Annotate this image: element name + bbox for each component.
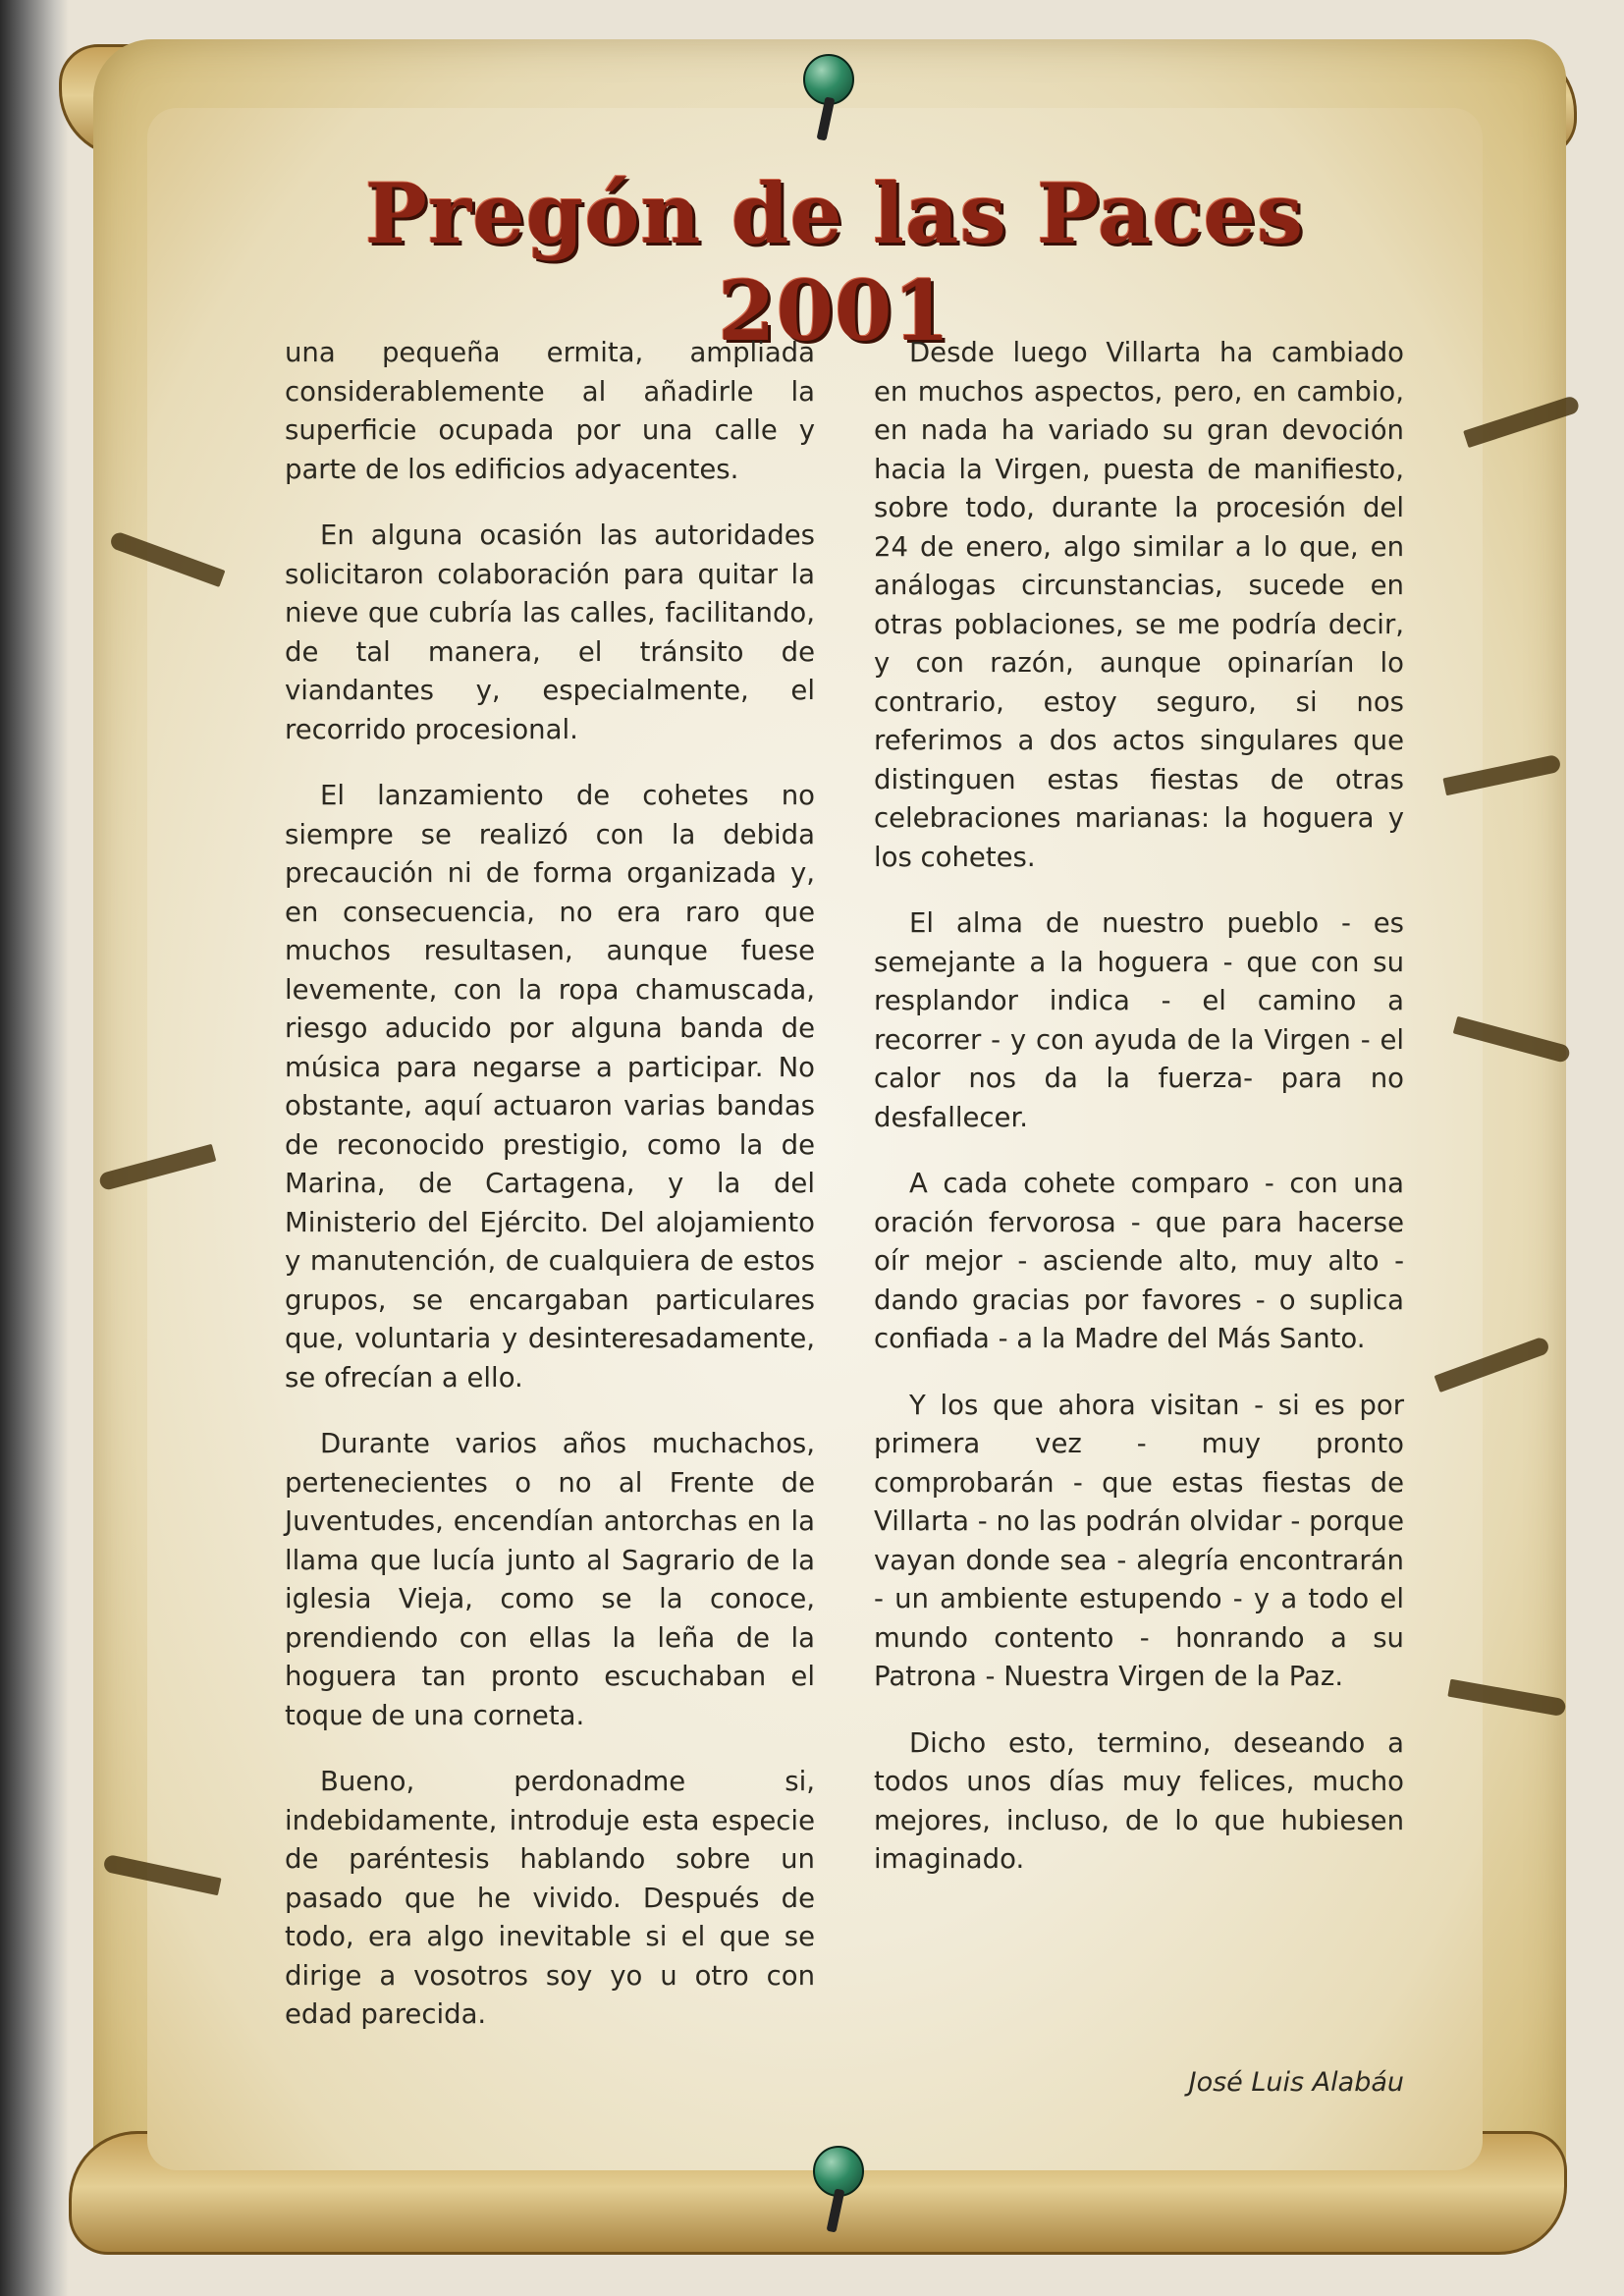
paragraph: una pequeña ermita, ampliada considerablemente al añadirle la superficie ocupada por una calle y parte de los edificios adyacentes. <box>285 337 815 485</box>
binding-shadow <box>0 0 69 2296</box>
paragraph: A cada cohete comparo - con una oración fervorosa - que para hacerse oír mejor - asciende alto, muy alto - dando gracias por favores - o suplica confiada - a la Madre del Más Santo. <box>874 1168 1404 1354</box>
author-signature: José Luis Alabáu <box>1188 2067 1404 2098</box>
top-pin-icon <box>795 54 858 152</box>
paragraph: Durante varios años muchachos, pertenecientes o no al Frente de Juventudes, encendían antorchas en la llama que lucía junto al Sagrario de la iglesia Vieja, como se la conoce, prendiendo con ellas la leña de la hoguera tan pronto escuchaban el toque de una corneta. <box>285 1428 815 1731</box>
paragraph: Desde luego Villarta ha cambiado en muchos aspectos, pero, en cambio, en nada ha variado su gran devoción hacia la Virgen, puesta de manifiesto, sobre todo, durante la procesión del 24 de enero, algo similar a lo que, en análogas circunstancias, sucede en otras poblaciones, se me podría decir, y con razón, aunque opinarían lo contrario, estoy seguro, si nos referimos a dos actos singulares que distinguen estas fiestas de otras celebraciones marianas: la hoguera y los cohetes. <box>874 337 1404 873</box>
bottom-pin-icon <box>805 2146 868 2244</box>
paragraph: Dicho esto, termino, deseando a todos unos días muy felices, mucho mejores, incluso, de lo que hubiesen imaginado. <box>874 1726 1404 1875</box>
paragraph: Y los que ahora visitan - si es por primera vez - muy pronto comprobarán - que estas fiestas de Villarta - no las podrán olvidar - porque vayan donde sea - alegría encontrarán - un ambiente estupendo - y a todo el mundo contento - honrando a su Patrona - Nuestra Virgen de la Paz. <box>874 1389 1404 1692</box>
paragraph: El lanzamiento de cohetes no siempre se realizó con la debida precaución ni de forma organizada y, en consecuencia, no era raro que muchos resultasen, aunque fuese levemente, con la ropa chamuscada, riesgo aducido por alguna banda de música para negarse a participar. No obstante, aquí actuaron varias bandas de reconocido prestigio, como la de Marina, de Cartagena, y la del Ministerio del Ejército. Del alojamiento y manutención, de cualquiera de estos grupos, se encargaban particulares que, voluntaria y desinteresadamente, se ofrecían a ello. <box>285 780 815 1394</box>
paragraph: Bueno, perdonadme si, indebidamente, introduje esta especie de paréntesis hablando sobre un pasado que he vivido. Después de todo, era algo inevitable si el que se dirige a vosotros soy yo u otro con edad parecida. <box>285 1766 815 2030</box>
paragraph: El alma de nuestro pueblo - es semejante a la hoguera - que con su resplandor indica - el camino a recorrer - y con ayuda de la Virgen - el calor nos da la fuerza- para no desfallecer. <box>874 907 1404 1133</box>
right-column <box>874 334 1404 1907</box>
left-column <box>285 334 815 2062</box>
paragraph: En alguna ocasión las autoridades solicitaron colaboración para quitar la nieve que cubría las calles, facilitando, de tal manera, el tránsito de viandantes y, especialmente, el recorrido procesional. <box>285 519 815 745</box>
page-title: Pregón de las Paces 2001 <box>364 165 1305 359</box>
